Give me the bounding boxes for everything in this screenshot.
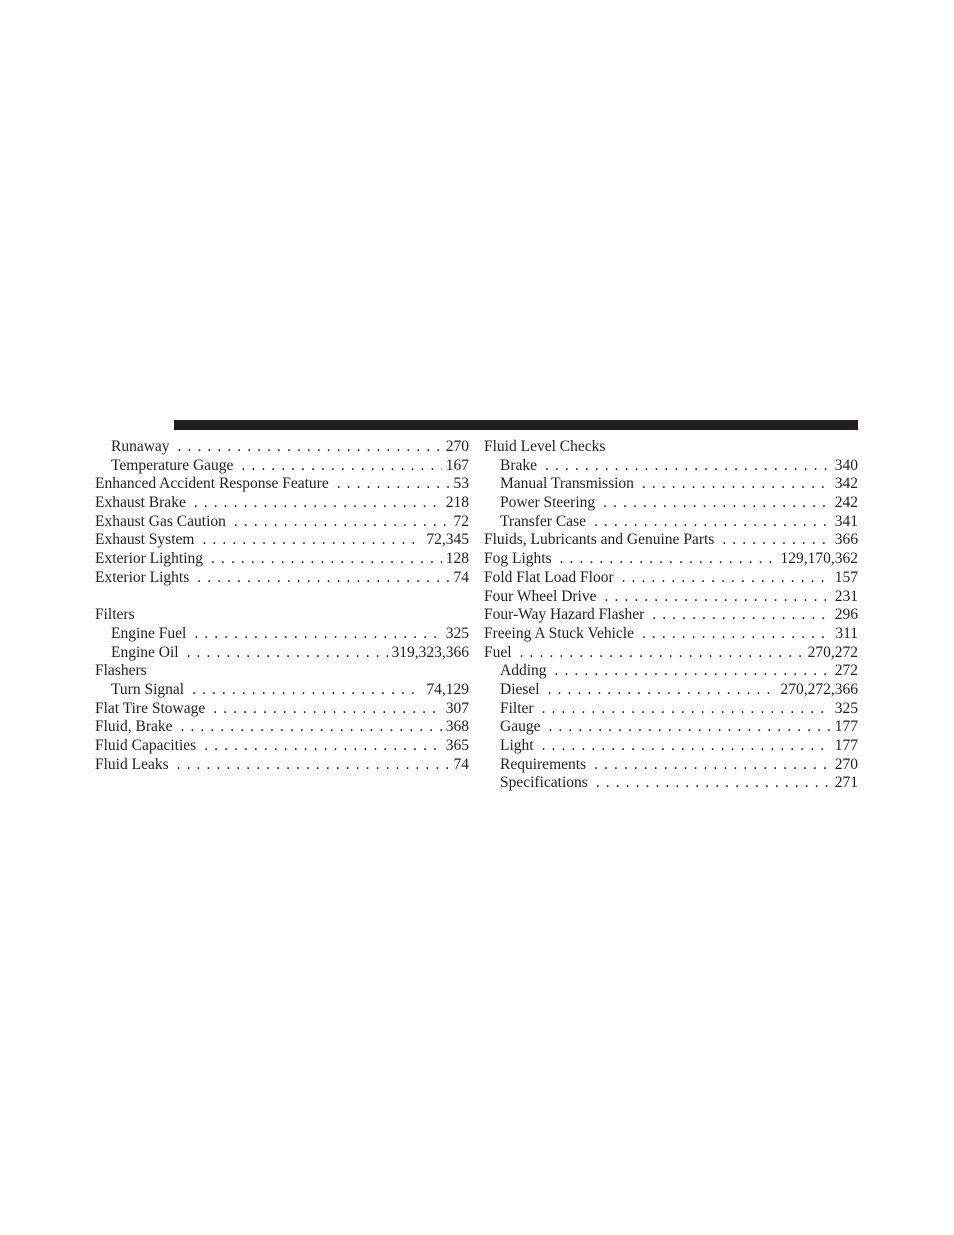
index-page-number: 272 — [834, 662, 858, 680]
index-entry — [95, 700, 469, 719]
index-term: Runaway — [111, 438, 170, 455]
dot-leader — [192, 681, 422, 700]
index-page-number: 218 — [445, 494, 469, 512]
dot-leader — [211, 550, 442, 569]
dot-leader — [642, 625, 831, 644]
index-term: Diesel — [500, 680, 540, 698]
index-entry — [95, 662, 469, 681]
index-page-number: 53 — [453, 475, 469, 493]
dot-leader — [542, 737, 831, 756]
index-term: Brake — [500, 456, 538, 474]
dot-leader — [187, 644, 388, 663]
dot-leader — [622, 569, 831, 588]
index-term: Fog Lights — [484, 550, 552, 568]
index-term: Fluid, Brake — [95, 718, 173, 736]
index-page-number: 311 — [835, 624, 858, 642]
index-subentry — [484, 718, 858, 737]
index-page-number: 342 — [834, 475, 858, 493]
index-entry — [484, 531, 858, 550]
index-term: Fold Flat Load Floor — [484, 568, 614, 586]
index-term: Adding — [500, 662, 547, 680]
index-term: Four-Way Hazard Flasher — [484, 606, 645, 624]
index-page-number: 177 — [834, 737, 858, 754]
index-page-number: 72,345 — [426, 531, 469, 549]
index-column-left — [95, 438, 469, 774]
index-term: Fuel — [484, 643, 512, 661]
index-page-number: 270 — [834, 755, 858, 773]
index-term: Specifications — [500, 774, 588, 792]
index-entry — [95, 475, 469, 494]
dot-leader — [213, 700, 442, 719]
index-entry — [484, 644, 858, 663]
index-term: Temperature Gauge — [111, 456, 234, 474]
index-term: Turn Signal — [111, 680, 185, 698]
dot-leader — [197, 569, 449, 588]
index-page-number: 270,272 — [807, 643, 858, 661]
dot-leader — [560, 550, 777, 569]
index-term: Flat Tire Stowage — [95, 699, 206, 717]
index-subentry — [484, 662, 858, 681]
index-subentry — [484, 513, 858, 532]
index-page-number: 325 — [445, 624, 469, 642]
section-header-bar — [174, 420, 858, 430]
index-term: Requirements — [500, 755, 587, 773]
index-page-number: 366 — [834, 531, 858, 549]
index-subentry — [95, 644, 469, 663]
dot-leader — [337, 475, 450, 494]
dot-leader — [520, 644, 804, 663]
dot-leader — [178, 438, 442, 457]
index-entry — [95, 737, 469, 756]
index-subentry — [484, 774, 858, 793]
index-term: Gauge — [500, 718, 541, 736]
index-subentry — [95, 625, 469, 644]
index-entry — [95, 550, 469, 569]
index-term: Filters — [95, 606, 135, 624]
index-term: Exhaust Gas Caution — [95, 512, 226, 530]
dot-leader — [652, 606, 830, 625]
index-entry — [484, 588, 858, 607]
index-term: Four Wheel Drive — [484, 587, 597, 605]
index-page-number: 177 — [834, 718, 858, 736]
index-entry — [95, 513, 469, 532]
dot-leader — [548, 681, 777, 700]
index-page-number: 74 — [453, 568, 469, 586]
index-term: Exterior Lights — [95, 568, 190, 586]
index-column-right — [484, 438, 858, 793]
index-subentry — [484, 457, 858, 476]
index-entry — [484, 606, 858, 625]
index-term: Exhaust System — [95, 531, 195, 549]
dot-leader — [605, 588, 831, 607]
index-subentry — [484, 681, 858, 700]
index-page-number: 74,129 — [426, 680, 469, 698]
index-page-number: 365 — [445, 737, 469, 754]
index-subentry — [484, 475, 858, 494]
index-term: Engine Oil — [111, 643, 179, 661]
index-subentry — [484, 737, 858, 756]
index-term: Engine Fuel — [111, 624, 187, 642]
index-subentry — [484, 494, 858, 513]
index-page-number: 128 — [445, 550, 469, 568]
index-page-number: 72 — [453, 512, 469, 530]
index-entry — [484, 550, 858, 569]
dot-leader — [548, 718, 830, 737]
dot-leader — [202, 531, 422, 550]
index-term: Power Steering — [500, 494, 596, 512]
dot-leader — [542, 700, 831, 719]
index-entry — [95, 569, 469, 588]
index-subentry — [95, 457, 469, 476]
dot-leader — [555, 662, 831, 681]
index-page-number: 270 — [445, 438, 469, 455]
index-term: Transfer Case — [500, 512, 586, 530]
index-page-number: 325 — [834, 699, 858, 717]
dot-leader — [642, 475, 831, 494]
index-term: Light — [500, 737, 534, 754]
index-page-number: 242 — [834, 494, 858, 512]
index-term: Filter — [500, 699, 534, 717]
index-entry — [95, 531, 469, 550]
index-page-number: 271 — [834, 774, 858, 792]
index-term: Exhaust Brake — [95, 494, 186, 512]
index-term: Fluid Capacities — [95, 737, 197, 754]
index-entry — [95, 494, 469, 513]
dot-leader — [603, 494, 831, 513]
index-page-number: 341 — [834, 512, 858, 530]
dot-leader — [241, 457, 441, 476]
index-term: Manual Transmission — [500, 475, 634, 493]
index-page-number: 307 — [445, 699, 469, 717]
dot-leader — [545, 457, 831, 476]
index-subentry — [95, 438, 469, 457]
index-page-number: 296 — [834, 606, 858, 624]
index-entry — [95, 756, 469, 775]
index-entry — [484, 438, 858, 457]
dot-leader — [194, 494, 442, 513]
index-page-number: 270,272,366 — [780, 680, 858, 698]
dot-leader — [194, 625, 441, 644]
index-subentry — [484, 756, 858, 775]
index-entry — [484, 569, 858, 588]
index-page-number: 319,323,366 — [391, 643, 469, 661]
index-page-number: 167 — [445, 456, 469, 474]
dot-leader — [204, 737, 442, 756]
index-term: Fluids, Lubricants and Genuine Parts — [484, 531, 715, 549]
index-page-number: 231 — [834, 587, 858, 605]
index-entry — [95, 718, 469, 737]
index-entry — [95, 606, 469, 625]
index-term: Fluid Leaks — [95, 755, 169, 773]
index-term: Enhanced Accident Response Feature — [95, 475, 329, 493]
index-term: Flashers — [95, 662, 147, 680]
dot-leader — [234, 513, 450, 532]
index-term: Exterior Lighting — [95, 550, 204, 568]
dot-leader — [596, 774, 831, 793]
index-subentry — [484, 700, 858, 719]
dot-leader — [722, 531, 830, 550]
dot-leader — [594, 513, 831, 532]
index-page-number: 74 — [453, 755, 469, 773]
index-subentry — [95, 681, 469, 700]
index-page-number: 157 — [834, 568, 858, 586]
index-page-number: 129,170,362 — [780, 550, 858, 568]
index-page-number: 340 — [834, 456, 858, 474]
index-entry — [484, 625, 858, 644]
dot-leader — [181, 718, 442, 737]
index-page-number: 368 — [445, 718, 469, 736]
index-term: Fluid Level Checks — [484, 438, 606, 455]
dot-leader — [177, 756, 450, 775]
index-term: Freeing A Stuck Vehicle — [484, 624, 634, 642]
dot-leader — [594, 756, 831, 775]
